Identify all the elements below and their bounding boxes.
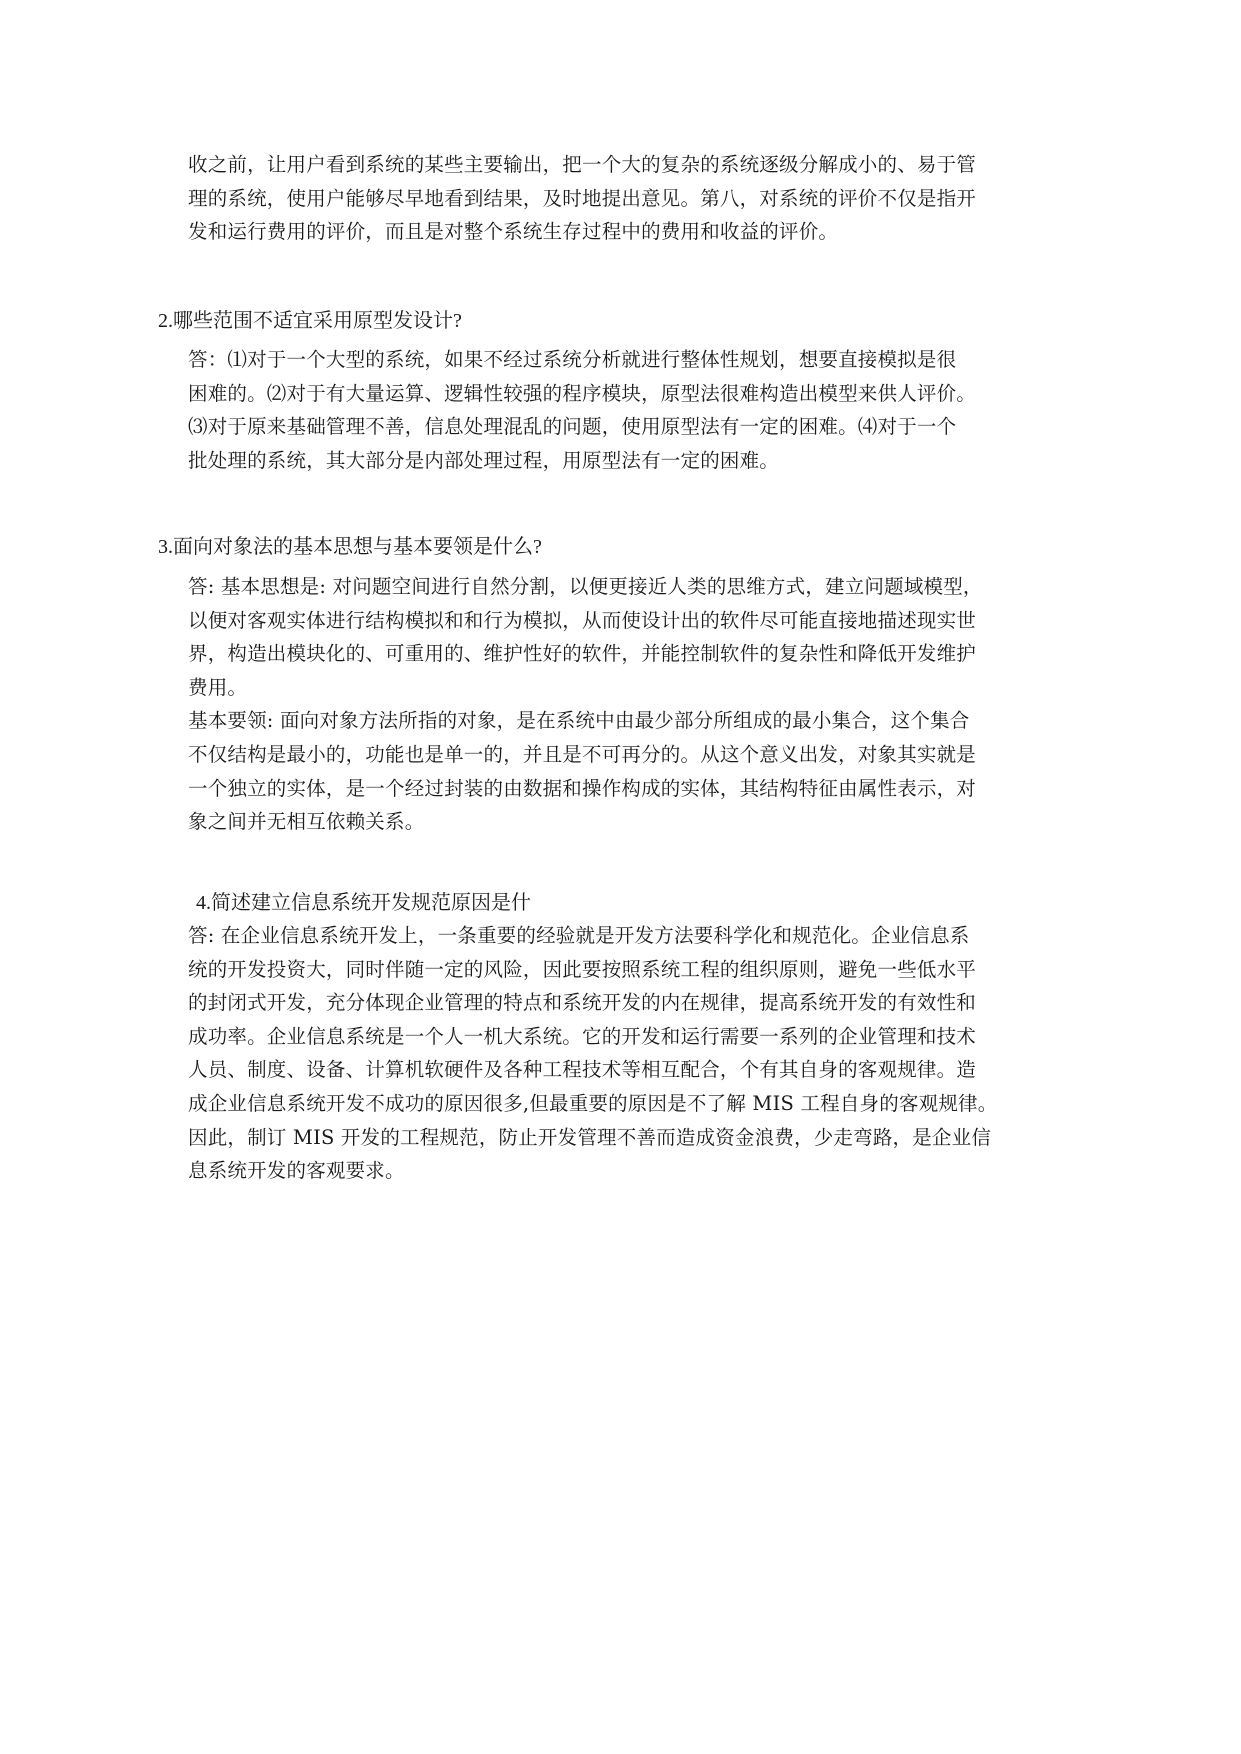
answer-line: 费用。 <box>188 675 248 699</box>
answer-line: 人员、制度、设备、计算机软硬件及各种工程技术等相互配合，个有其自身的客观规律。造 <box>188 1058 977 1082</box>
answer-line: 成功率。企业信息系统是一个人一机大系统。它的开发和运行需要一系列的企业管理和技术 <box>188 1024 977 1048</box>
answer-line: 基本要领: 面向对象方法所指的对象，是在系统中由最少部分所组成的最小集合，这个集合 <box>188 709 970 733</box>
question-2-answer <box>188 343 1058 477</box>
answer-line: 因此，制订 MIS 开发的工程规范，防止开发管理不善而造成资金浪费，少走弯路，是企业信 <box>188 1125 992 1149</box>
intro-paragraph <box>188 148 1058 249</box>
intro-line: 发和运行费用的评价，而且是对整个系统生存过程中的费用和收益的评价。 <box>188 220 839 244</box>
question-4-answer <box>188 919 1058 1188</box>
answer-line: 答: 基本思想是: 对问题空间进行自然分割，以便更接近人类的思维方式，建立问题域模型， <box>188 575 983 598</box>
question-3-answer <box>188 570 1058 839</box>
answer-line: 不仅结构是最小的，功能也是单一的，并且是不可再分的。从这个意义出发，对象其实就是 <box>188 742 977 766</box>
answer-line: 息系统开发的客观要求。 <box>188 1159 405 1183</box>
intro-line: 理的系统，使用户能够尽早地看到结果，及时地提出意见。第八，对系统的评价不仅是指开 <box>188 186 977 210</box>
intro-line: 收之前，让用户看到系统的某些主要输出，把一个大的复杂的系统逐级分解成小的、易于管 <box>188 153 977 176</box>
answer-line: 以便对客观实体进行结构模拟和和行为模拟，从而使设计出的软件尽可能直接地描述现实世 <box>188 608 977 632</box>
answer-line: 象之间并无相互依赖关系。 <box>188 810 425 834</box>
question-4-heading: 4.简述建立信息系统开发规范原因是什 <box>196 892 531 914</box>
answer-line: 答：⑴对于一个大型的系统，如果不经过系统分析就进行整体性规划，想要直接模拟是很 <box>188 348 957 371</box>
answer-line: 界，构造出模块化的、可重用的、维护性好的软件，并能控制软件的复杂性和降低开发维护 <box>188 642 977 666</box>
question-3-heading: 3.面向对象法的基本思想与基本要领是什么? <box>158 536 542 558</box>
answer-line: 一个独立的实体，是一个经过封装的由数据和操作构成的实体，其结构特征由属性表示，对 <box>188 776 977 800</box>
answer-line: 答: 在企业信息系统开发上，一条重要的经验就是开发方法要科学化和规范化。企业信息系 <box>188 924 970 947</box>
question-2-heading: 2.哪些范围不适宜采用原型发设计? <box>158 310 462 332</box>
answer-line: ⑶对于原来基础管理不善，信息处理混乱的问题，使用原型法有一定的困难。⑷对于一个 <box>188 415 957 439</box>
answer-line: 的封闭式开发，充分体现企业管理的特点和系统开发的内在规律，提高系统开发的有效性和 <box>188 991 977 1015</box>
answer-line: 成企业信息系统开发不成功的原因很多,但最重要的原因是不了解 MIS 工程自身的客观规律。 <box>188 1091 998 1115</box>
answer-line: 批处理的系统，其大部分是内部处理过程，用原型法有一定的困难。 <box>188 448 780 472</box>
answer-line: 困难的。⑵对于有大量运算、逻辑性较强的程序模块，原型法很难构造出模型来供人评价。 <box>188 381 977 405</box>
answer-line: 统的开发投资大，同时伴随一定的风险，因此要按照系统工程的组织原则，避免一些低水平 <box>188 957 977 981</box>
